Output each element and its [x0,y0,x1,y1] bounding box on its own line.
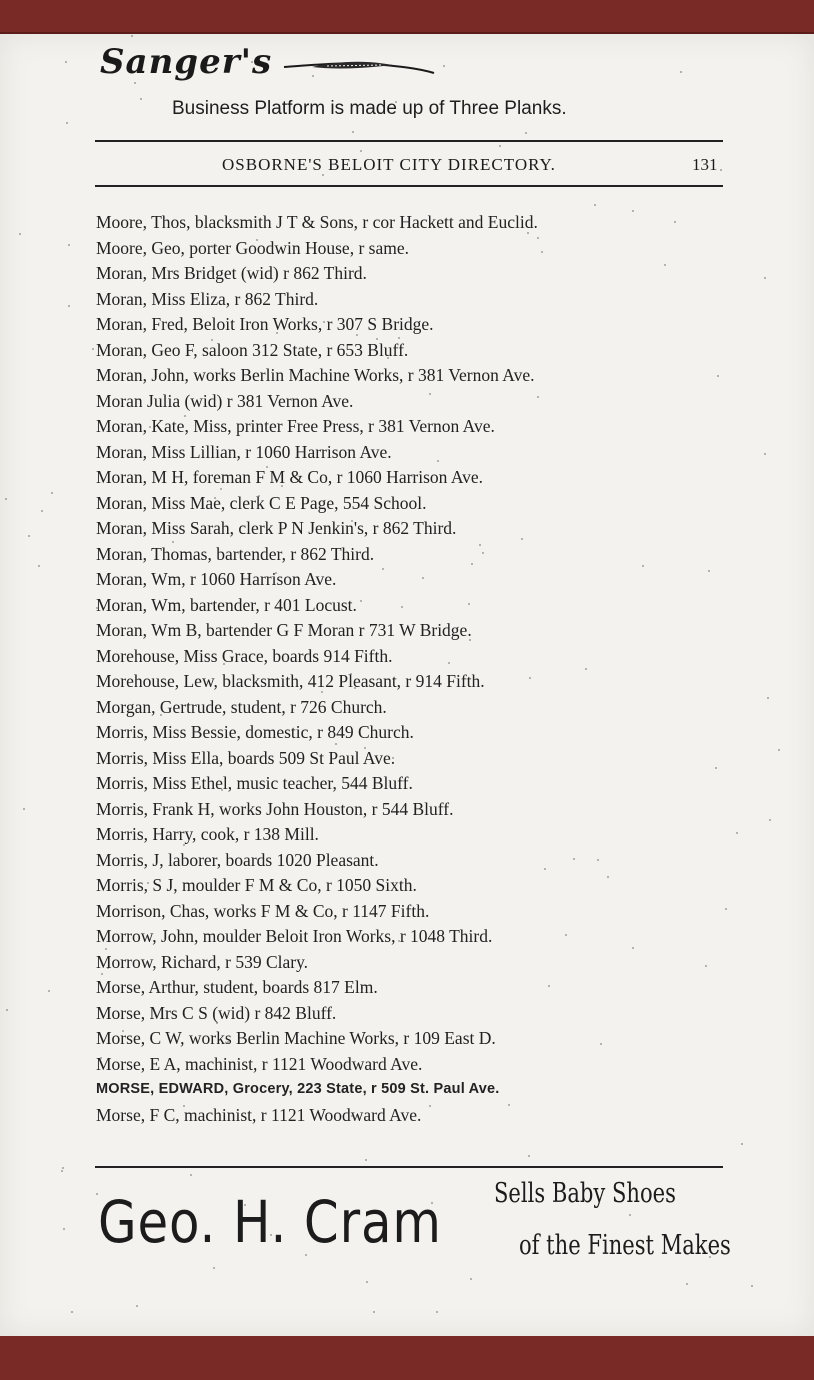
directory-entry: Moran, Wm, r 1060 Harrison Ave. [96,569,337,589]
directory-entries [96,210,736,1128]
paper-speck [38,565,40,567]
paper-speck [5,498,7,500]
paper-speck [68,305,70,307]
paper-speck [62,1167,64,1169]
paper-speck [61,1170,63,1172]
paper-speck [63,1228,65,1230]
directory-entry: Morse, Arthur, student, boards 817 Elm. [96,977,378,997]
paper-speck [6,1009,8,1011]
paper-speck [360,150,362,152]
paper-speck [365,1159,367,1161]
directory-entry: Moran, Miss Eliza, r 862 Third. [96,288,319,309]
directory-entry: Morris, Miss Bessie, domestic, r 849 Church. [96,722,414,742]
directory-entry: Moore, Thos, blacksmith J T & Sons, r cor Hackett and Euclid. [96,212,538,232]
directory-entry: Morrison, Chas, works F M & Co, r 1147 Fifth. [96,900,430,921]
paper-speck [140,98,142,100]
directory-entry: Morrow, John, moulder Beloit Iron Works, r 1048 Third. [96,926,493,946]
paper-speck [720,169,722,171]
directory-entry: Moran, Thomas, bartender, r 862 Third. [96,543,375,564]
paper-speck [470,1278,472,1280]
paper-speck [528,1155,530,1157]
directory-entry: Moran Julia (wid) r 381 Vernon Ave. [96,390,354,411]
paper-speck [629,1214,631,1216]
paper-speck [767,697,769,699]
paper-speck [680,71,682,73]
directory-entry: Morse, E A, machinist, r 1121 Woodward Ave. [96,1053,423,1074]
paper-speck [41,510,43,512]
directory-header-title: OSBORNE'S BELOIT CITY DIRECTORY. [222,155,556,174]
paper-speck [751,1285,753,1287]
paper-speck [373,1311,375,1313]
paper-speck [764,453,766,455]
paper-speck [764,277,766,279]
directory-entry: Morse, C W, works Berlin Machine Works, r 109 East D. [96,1028,496,1048]
paper-speck [594,204,596,206]
paper-speck [92,348,94,350]
directory-entry: Moore, Geo, porter Goodwin House, r same. [96,237,409,258]
paper-speck [51,492,53,494]
advertisement-name: Geo. H. Cram [98,1188,442,1256]
paper-speck [48,990,50,992]
page-number: 131 [692,155,718,174]
directory-entry: Moran, Wm, bartender, r 401 Locust. [96,594,357,615]
banner-title: Sanger's [100,42,273,82]
directory-entry: Moran, John, works Berlin Machine Works, r 381 Vernon Ave. [96,365,535,385]
book-binding-top [0,0,814,36]
directory-entry: Moran, Geo F, saloon 312 State, r 653 Bluff. [96,339,409,360]
paper-speck [686,1283,688,1285]
paper-speck [769,819,771,821]
directory-entry: Morehouse, Miss Grace, boards 914 Fifth. [96,645,393,666]
paper-speck [134,82,136,84]
paper-speck [499,145,501,147]
directory-entry: Morris, Miss Ella, boards 509 St Paul Ave. [96,747,396,768]
header-rule-top [95,140,723,142]
paper-speck [778,749,780,751]
directory-entry: Moran, M H, foreman F M & Co, r 1060 Harrison Ave. [96,467,484,487]
banner-subtitle: Business Platform is made up of Three Planks. [172,98,567,119]
paper-speck [436,1311,438,1313]
paper-speck [525,132,527,134]
directory-entry: Moran, Wm B, bartender G F Moran r 731 W Bridge. [96,620,472,640]
paper-speck [443,65,445,67]
paper-speck [71,1311,73,1313]
paper-speck [213,1267,215,1269]
directory-entry: Moran, Miss Sarah, clerk P N Jenkin's, r 862 Third. [96,518,457,538]
advertisement-line-2: of the Finest Makes [519,1230,731,1261]
header-rule-bottom [95,185,723,187]
paper-speck [190,1174,192,1176]
directory-entry: Moran, Miss Lillian, r 1060 Harrison Ave. [96,441,392,462]
paper-speck [741,1143,743,1145]
book-binding-bottom [0,1336,814,1380]
directory-entry: Morris, S J, moulder F M & Co, r 1050 Sixth. [96,875,417,895]
paper-speck [131,35,133,37]
paper-speck [19,233,21,235]
directory-entry: Morris, Miss Ethel, music teacher, 544 Bluff. [96,773,413,793]
directory-entry: Moran, Miss Mae, clerk C E Page, 554 School. [96,492,427,513]
advertisement-line-1: Sells Baby Shoes [494,1178,676,1209]
paper-speck [28,535,30,537]
directory-entry-advertiser: MORSE, EDWARD, Grocery, 223 State, r 509 St. Paul Ave. [96,1081,500,1097]
directory-entry: Moran, Fred, Beloit Iron Works, r 307 S Bridge. [96,314,434,334]
paper-speck [366,1281,368,1283]
paper-speck [66,122,68,124]
directory-entry: Morris, Harry, cook, r 138 Mill. [96,824,319,844]
flourish-icon [282,56,437,78]
directory-entry: Morris, J, laborer, boards 1020 Pleasant. [96,849,379,870]
directory-entry: Morse, Mrs C S (wid) r 842 Bluff. [96,1002,337,1023]
paper-speck [136,1305,138,1307]
directory-entry: Moran, Kate, Miss, printer Free Press, r 381 Vernon Ave. [96,416,495,436]
directory-entry: Morgan, Gertrude, student, r 726 Church. [96,696,387,717]
directory-entry: Morris, Frank H, works John Houston, r 544 Bluff. [96,798,454,819]
paper-speck [352,131,354,133]
advertisement-rule [95,1166,723,1168]
paper-speck [23,808,25,810]
paper-speck [65,61,67,63]
directory-entry: Morse, F C, machinist, r 1121 Woodward Ave. [96,1104,422,1125]
paper-speck [736,832,738,834]
directory-entry: Morehouse, Lew, blacksmith, 412 Pleasant, r 914 Fifth. [96,671,485,691]
directory-entry: Morrow, Richard, r 539 Clary. [96,951,309,972]
directory-entry: Moran, Mrs Bridget (wid) r 862 Third. [96,263,367,283]
paper-speck [68,244,70,246]
